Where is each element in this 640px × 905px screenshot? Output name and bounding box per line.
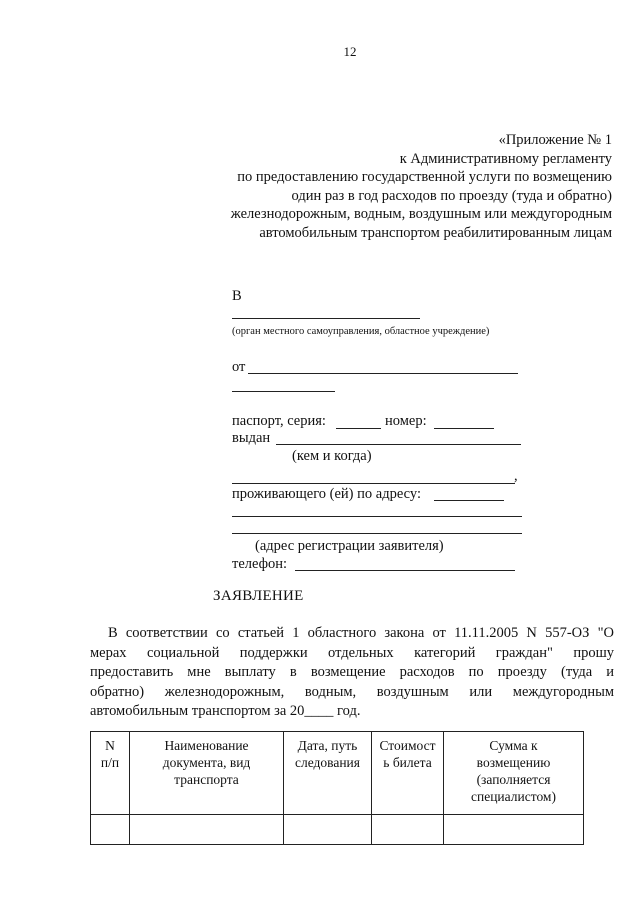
table-cell[interactable] bbox=[444, 815, 584, 845]
appendix-line: «Приложение № 1 bbox=[498, 132, 612, 148]
statement-line: предоставить мне выплату в возмещение расходов по проезду (туда и bbox=[90, 664, 614, 680]
appendix-header bbox=[231, 131, 612, 242]
header-text: ь билета bbox=[383, 755, 432, 770]
statement-body bbox=[90, 624, 614, 722]
from-blank-line[interactable] bbox=[248, 373, 518, 374]
header-text: Сумма к bbox=[489, 738, 538, 753]
issued-blank-line[interactable] bbox=[276, 444, 521, 445]
passport-series-label: паспорт, серия: bbox=[232, 413, 326, 429]
issued-caption: (кем и когда) bbox=[292, 448, 372, 464]
header-text: Стоимост bbox=[379, 738, 436, 753]
header-text: возмещению bbox=[476, 755, 551, 770]
col-header-refund-sum bbox=[444, 732, 584, 815]
statement-line: обратно) железнодорожным, водным, воздушным или междугородным bbox=[90, 683, 614, 700]
passport-series-blank[interactable] bbox=[336, 428, 381, 429]
address-blank-line-3[interactable] bbox=[232, 533, 522, 534]
col-header-document bbox=[130, 732, 284, 815]
appendix-line: к Административному регламенту bbox=[399, 150, 612, 167]
issued-label: выдан bbox=[232, 430, 271, 446]
passport-number-blank[interactable] bbox=[434, 428, 494, 429]
comma: , bbox=[514, 468, 518, 484]
to-caption: (орган местного самоуправления, областное учреждение) bbox=[232, 326, 490, 337]
address-blank-line-2[interactable] bbox=[232, 516, 522, 517]
col-header-number bbox=[91, 732, 130, 815]
phone-label: телефон: bbox=[232, 556, 288, 572]
statement-line: мерах социальной поддержки отдельных категорий граждан" прошу bbox=[90, 644, 614, 661]
to-label: В bbox=[232, 288, 242, 304]
statement-line: В соответствии со статьей 1 областного закона от 11.11.2005 N 557-ОЗ "О bbox=[108, 625, 614, 641]
table-cell[interactable] bbox=[130, 815, 284, 845]
address-blank[interactable] bbox=[434, 500, 504, 501]
passport-number-label: номер: bbox=[385, 413, 427, 429]
col-header-ticket-cost bbox=[372, 732, 444, 815]
appendix-line: железнодорожным, водным, воздушным или междугородным bbox=[230, 206, 612, 222]
appendix-line: по предоставлению государственной услуги по возмещению bbox=[237, 169, 612, 185]
table-cell[interactable] bbox=[91, 815, 130, 845]
to-blank-line[interactable] bbox=[232, 318, 420, 319]
appendix-line: один раз в год расходов по проезду (туда и обратно) bbox=[291, 187, 612, 204]
address-caption: (адрес регистрации заявителя) bbox=[255, 538, 444, 554]
from-label: от bbox=[232, 359, 246, 375]
issued-blank-line-2[interactable] bbox=[232, 483, 515, 484]
header-text: специалистом) bbox=[471, 789, 556, 804]
table-row bbox=[91, 815, 584, 845]
from-blank-line-2[interactable] bbox=[232, 391, 335, 392]
page-number: 12 bbox=[343, 44, 357, 59]
table-header-row bbox=[91, 732, 584, 815]
header-text: (заполняется bbox=[476, 772, 551, 787]
table-cell[interactable] bbox=[372, 815, 444, 845]
documents-table bbox=[90, 731, 584, 845]
header-text: N bbox=[105, 738, 115, 753]
header-text: транспорта bbox=[174, 772, 239, 787]
appendix-line: автомобильным транспортом реабилитированным лицам bbox=[259, 224, 612, 241]
statement-title: ЗАЯВЛЕНИЕ bbox=[213, 588, 304, 604]
statement-line: автомобильным транспортом за 20____ год. bbox=[90, 703, 361, 719]
header-text: следования bbox=[294, 755, 360, 770]
phone-blank[interactable] bbox=[295, 570, 515, 571]
header-text: Наименование bbox=[164, 738, 249, 753]
table-cell[interactable] bbox=[284, 815, 372, 845]
header-text: документа, вид bbox=[162, 755, 251, 770]
col-header-date-route bbox=[284, 732, 372, 815]
header-text: п/п bbox=[100, 755, 120, 770]
header-text: Дата, путь bbox=[297, 738, 358, 753]
address-label: проживающего (ей) по адресу: bbox=[232, 486, 421, 502]
